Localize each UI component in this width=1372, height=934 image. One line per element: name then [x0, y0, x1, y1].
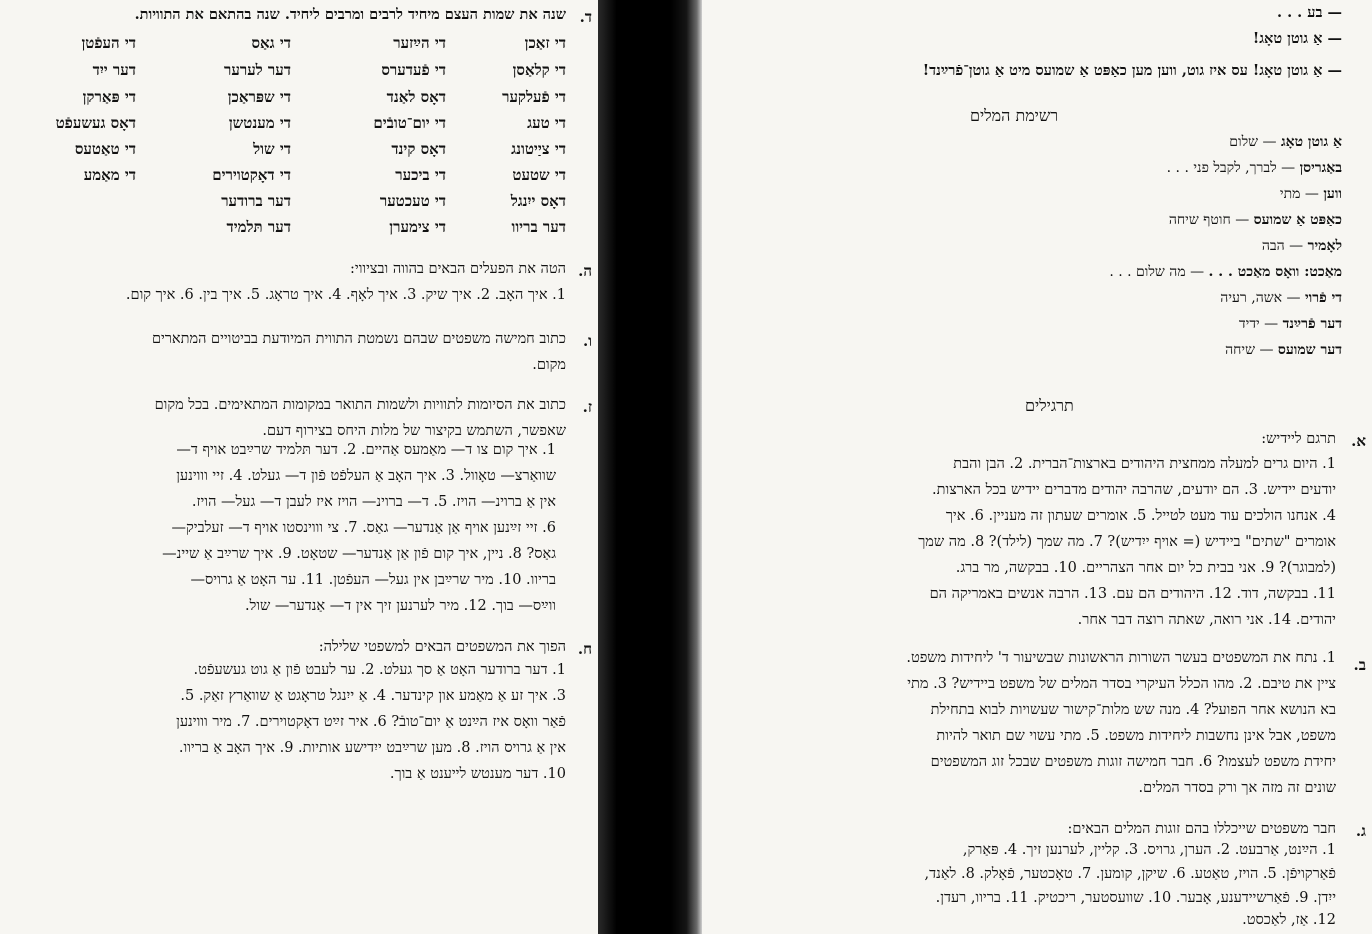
noun-cell: דער ייִד: [92, 61, 136, 79]
noun-cell: די פֿעדערס: [381, 61, 446, 79]
wordlist-meaning: הבה: [1261, 238, 1285, 254]
exercise-d-instruction: שנה את שמות העצם מיחיד לרבים ומרבים ליחיד. שנה בהתאם את התוויות.: [134, 6, 566, 23]
exercise-b-sentence-line: שונים זה מזה אך ורק בסדר המלים.: [1138, 780, 1336, 796]
exercise-a-sentence-line: 4. אנחנו הולכים עוד מעט לטייל. 5. אומרים שעתון זה מעניין. 6. איך: [945, 508, 1336, 524]
exercise-b-letter: ב.: [1353, 656, 1366, 674]
wordlist-item: כאַפּט אַ שמועס — חוטף שיחה: [1168, 212, 1342, 228]
right-page: [700, 0, 1372, 934]
exercise-g-sentence-line: 12. אַז, לאַכסט.: [1242, 912, 1336, 928]
noun-cell: די פֿעלקער: [502, 88, 566, 106]
noun-cell: די העפֿטן: [81, 34, 136, 52]
exercise-z-sentence-line: אין אַ ברוינ— הויז. 5. ד— ברוינ— הויז איז לעבן ד— געל— הויז.: [191, 494, 556, 510]
wordlist-item: די פֿרוי — אשה, רעיה: [1220, 290, 1342, 306]
exercise-a-sentence-line: אומרים "שתים" ביידיש (= אויף ייִדיש)? 7. מה שמך (לילד)? 8. מה שמך: [918, 534, 1336, 550]
exercise-v-letter: ו.: [582, 332, 592, 350]
noun-cell: דער תּלמיד: [226, 218, 291, 236]
noun-table-row: [6, 140, 566, 166]
wordlist-item: דער פֿרײַנד — ידיד: [1238, 316, 1342, 332]
noun-cell: דער ברודער: [221, 192, 291, 210]
exercise-a-sentence-line: 1. היום גרים למעלה ממחצית היהודים בארצות־הברית. 2. הבן והבת: [953, 456, 1336, 472]
exercise-g-sentence-line: ייִדן. 9. פֿאַרשיידענע, אָבער. 10. שוועסטער, ריכטיק. 11. בריוו, רעדן.: [935, 890, 1336, 906]
exercise-z-sentence-line: ווײַס— בוך. 12. מיר לערנען זיך אין ד— אַנדער— שול.: [244, 598, 556, 614]
wordlist-term: דער פֿרײַנד: [1282, 316, 1342, 332]
noun-cell: די זאַכן: [524, 34, 566, 52]
noun-cell: די גאַס: [251, 34, 291, 52]
wordlist-term: לאָמיר: [1307, 238, 1342, 254]
exercise-z-line: כתוב את הסיומות לתוויות ולשמות התואר במקומות המתאימים. בכל מקום: [154, 397, 566, 413]
exercise-a-sentence-line: 11. בבקשה, דוד. 12. היהודים הם עם. 13. הרבה אנשים באמריקה הם: [929, 586, 1336, 602]
wordlist-term: דער שמועס: [1277, 342, 1342, 358]
exercise-v-line: מקום.: [532, 357, 566, 373]
left-page: [0, 0, 600, 934]
exercise-ch-sentence-line: אין אַ גרויס הויז. 8. מען שרײַבט ייִדישע אותיות. 9. איך האָב אַ בריוו.: [178, 740, 566, 756]
noun-cell: דער לערער: [223, 61, 291, 79]
exercise-g-instruction: חבר משפטים שייכללו בהם זוגות המלים הבאים:: [1067, 821, 1336, 837]
wordlist-term: כאַפּט אַ שמועס: [1253, 212, 1342, 228]
exercise-z-line: שאפשר, השתמש בקיצור של מלות היחס בצירוף דעם.: [262, 423, 566, 439]
wordlist-meaning: מה שלום . . .: [1109, 264, 1186, 280]
exercise-v-line: כתוב חמישה משפטים שבהם נשמטת התווית המיודעת בביטויים המתארים: [151, 331, 566, 347]
noun-cell: די טאַטעס: [74, 140, 136, 158]
noun-cell: די ביכער: [395, 166, 446, 184]
noun-table-row: [6, 88, 566, 114]
noun-cell: די שטעט: [512, 166, 566, 184]
wordlist-meaning: שלום: [1229, 134, 1259, 150]
wordlist-term: אַ גוטן טאָג: [1280, 134, 1342, 150]
wordlist-term: מאַכט: וואָס מאַכט . . .: [1208, 264, 1342, 280]
noun-cell: דאָס לאַנד: [386, 88, 446, 106]
wordlist-item: דער שמועס — שיחה: [1225, 342, 1342, 358]
dialogue-line: — אַ גוטן טאָג!: [1252, 30, 1342, 47]
exercise-b-sentence-line: 1. נתח את המשפטים בעשר השורות הראשונות שבשיעור ד' ליחידות משפט.: [906, 650, 1336, 666]
noun-table-row: [6, 218, 566, 244]
noun-cell: דער בריוו: [511, 218, 566, 236]
exercise-z-sentence-line: 1. איך קום צו ד— מאַמעס אַהיים. 2. דער תּלמיד שרײַבט אויף ד—: [176, 442, 556, 458]
noun-cell: דאָס געשעפֿט: [55, 114, 136, 132]
noun-cell: די שול: [253, 140, 291, 158]
exercise-ch-sentence-line: 1. דער ברודער האָט אַ סך געלט. 2. ער לעבט פֿון אַ גוט געשעפֿט.: [193, 662, 566, 678]
exercise-h-items: 1. איך האָב. 2. איך שיק. 3. איך לאָף. 4. איך טראָג. 5. איך בין. 6. איך קום.: [125, 287, 566, 303]
exercise-z-letter: ז.: [582, 398, 592, 416]
noun-cell: די שפּראַכן: [227, 88, 291, 106]
exercise-z-sentence-line: גאַס? 8. ניין, איך קום פֿון אַן אַנדער— שטאָט. 9. איך שרײַב אַ שיינ—: [162, 546, 556, 562]
noun-cell: דאָס קינד: [391, 140, 446, 158]
noun-table-row: [6, 34, 566, 60]
noun-cell: די טעכטער: [379, 192, 446, 210]
noun-cell: די טעג: [527, 114, 566, 132]
wordlist-meaning: חוטף שיחה: [1168, 212, 1231, 228]
exercise-z-sentence-line: שוואַרצ— טאָוול. 3. איך האָב אַ העלפֿט פֿון ד— געלט. 4. זיי וווינען: [176, 468, 556, 484]
exercise-h-instruction: הטה את הפעלים הבאים בהווה ובציווי:: [350, 261, 566, 277]
noun-cell: די מענטשן: [228, 114, 291, 132]
exercise-b-sentence-line: בא הנושא אחר הפועל? 4. מנה שש מלות־קישור שעשויות לבוא בתחילת: [930, 702, 1336, 718]
exercise-a-sentence-line: יהודים. 14. אני רואה, שאתה רוצה דבר אחר.: [1077, 612, 1336, 628]
exercise-ch-instruction: הפוך את המשפטים הבאים למשפטי שלילה:: [318, 639, 566, 655]
exercise-a-sentence-line: יודעים יידיש. 3. הם יודעים, שהרבה יהודים מדברים יידיש בכל הארצות.: [932, 482, 1336, 498]
wordlist-item: אַ גוטן טאָג — שלום: [1229, 134, 1342, 150]
exercises-title: תרגילים: [1025, 396, 1074, 415]
noun-table-row: [6, 114, 566, 140]
wordlist-title: רשימת המלים: [970, 106, 1059, 125]
wordlist-item: ווען — מתי: [1279, 186, 1342, 202]
noun-cell: די מאַמע: [83, 166, 136, 184]
noun-table-row: [6, 166, 566, 192]
dialogue-line: — אַ גוטן טאָג! עס איז גוט, ווען מען כאַפּט אַ שמועס מיט אַ גוטן־פֿרײַנד!: [922, 62, 1342, 79]
exercise-b-sentence-line: משפט, אבל אינן נחשבות ליחידות משפט. 5. מתי עשוי שם תואר להיות: [936, 728, 1336, 744]
exercise-ch-sentence-line: פֿאַר וואָס איז הײַנט אַ יום־טובֿ? 6. איר זײַט דאָקטוירים. 7. מיר וווינען: [176, 714, 566, 730]
wordlist-term: באַגריסן: [1299, 160, 1342, 176]
wordlist-meaning: שיחה: [1225, 342, 1255, 358]
noun-cell: די יום־טובֿים: [373, 114, 446, 132]
exercise-g-sentence-line: פֿאַרקויפֿן. 5. הויז, טאַטע. 6. שיקן, קומען. 7. טאָכטער, פֿאָלק. 8. לאַנד,: [924, 866, 1336, 882]
book-gutter-shadow: [598, 0, 702, 934]
noun-cell: די פּאַרקן: [82, 88, 136, 106]
exercise-g-letter: ג.: [1355, 822, 1366, 840]
exercise-b-sentence-line: ציין את טיבם. 2. מהו הכלל העיקרי בסדר המלים של משפט ביידיש? 3. מתי: [907, 676, 1336, 692]
exercise-g-sentence-line: 1. הײַנט, אַרבעט. 2. הערן, גרויס. 3. קליין, לערנען זיך. 4. פּאַרק,: [962, 842, 1336, 858]
noun-cell: די ציַיטונג: [511, 140, 566, 158]
noun-cell: די דאָקטוירים: [212, 166, 291, 184]
exercise-z-sentence-line: בריוו. 10. מיר שרײַבן אין געל— העפֿטן. 11. ער האָט אַ גרויס—: [190, 572, 556, 588]
noun-table-row: [6, 192, 566, 218]
wordlist-term: ווען: [1323, 186, 1342, 202]
exercise-a-letter: א.: [1351, 432, 1366, 450]
wordlist-item: לאָמיר — הבה: [1261, 238, 1342, 254]
noun-cell: די צימערן: [389, 218, 446, 236]
wordlist-meaning: לברך, לקבל פני . . .: [1166, 160, 1277, 176]
exercise-ch-letter: ח.: [577, 640, 592, 658]
wordlist-item: באַגריסן — לברך, לקבל פני . . .: [1166, 160, 1342, 176]
wordlist-item: מאַכט: וואָס מאַכט . . . — מה שלום . . .: [1109, 264, 1342, 280]
wordlist-meaning: אשה, רעיה: [1220, 290, 1283, 306]
exercise-d-letter: ד.: [579, 8, 592, 26]
exercise-ch-sentence-line: 10. דער מענטש לייענט אַ בוך.: [389, 766, 566, 782]
exercise-h-letter: ה.: [578, 262, 592, 280]
exercise-ch-sentence-line: 3. איך זע אַ מאַמע און קינדער. 4. אַ ייִנגל טראָגט אַ שוואַרץ זאַק. 5.: [180, 688, 566, 704]
noun-cell: די קלאַסן: [512, 61, 566, 79]
exercise-a-instruction: תרגם ליידיש:: [1261, 431, 1336, 447]
wordlist-term: די פֿרוי: [1304, 290, 1342, 306]
noun-table-row: [6, 61, 566, 87]
noun-cell: דאָס ייִנגל: [510, 192, 566, 210]
noun-cell: די הײַזער: [393, 34, 446, 52]
exercise-z-sentence-line: 6. זיי זײַנען אויף אַן אַנדער— גאַס. 7. צי וווינסטו אויף ד— זעלביק—: [171, 520, 556, 536]
exercise-a-sentence-line: (למבוגר)? 9. אני בבית כל יום אחר הצהריים. 10. בבקשה, מר ברג.: [955, 560, 1336, 576]
wordlist-meaning: מתי: [1279, 186, 1301, 202]
wordlist-meaning: ידיד: [1238, 316, 1260, 332]
dialogue-line: — בע . . .: [1276, 4, 1342, 21]
exercise-b-sentence-line: יחידת משפט לעצמו? 6. חבר חמישה זוגות משפטים שבכל זוג המשפטים: [930, 754, 1336, 770]
